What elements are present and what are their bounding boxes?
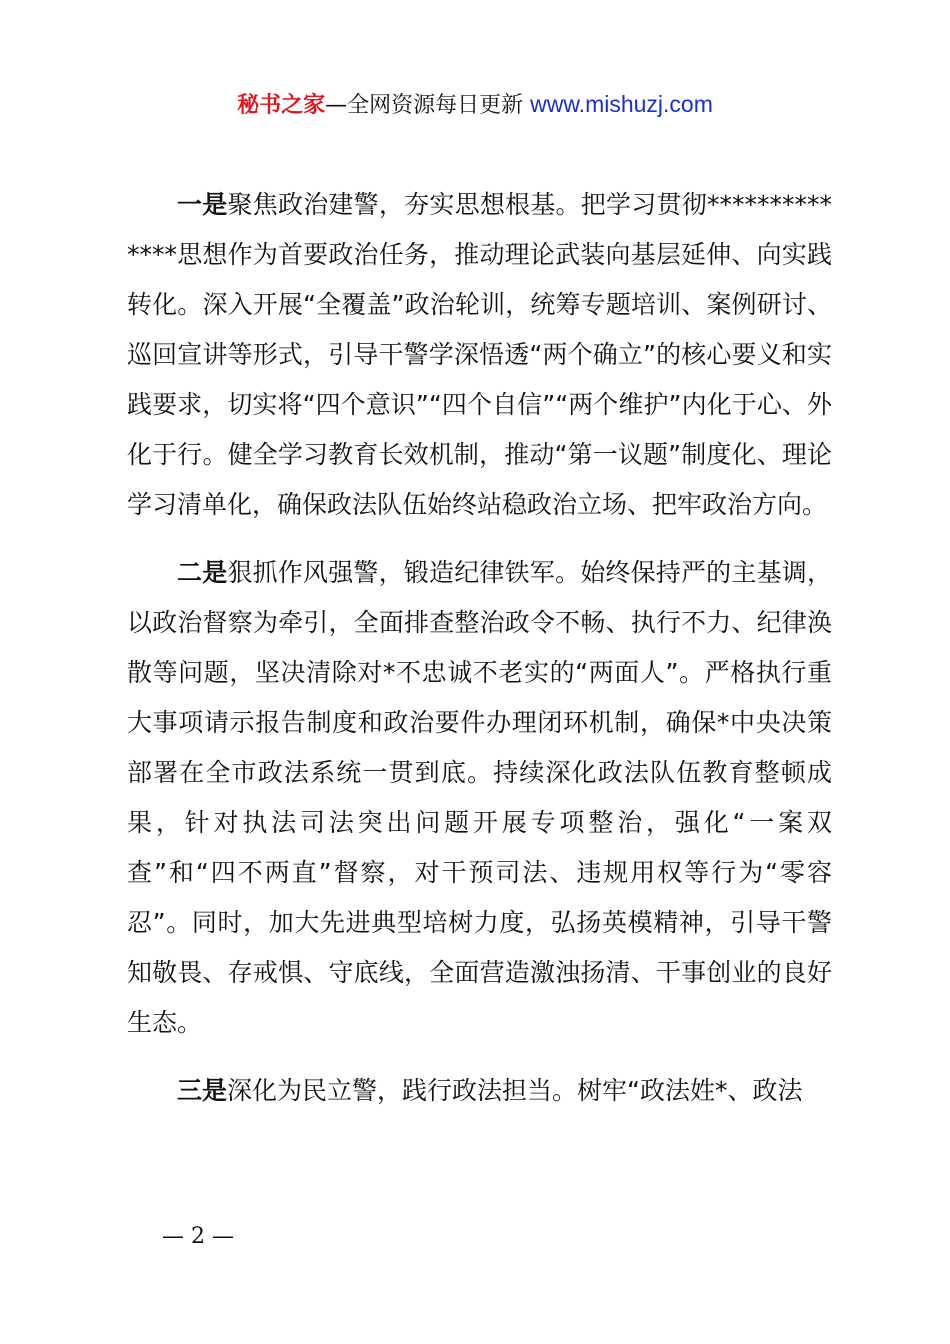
site-header xyxy=(0,86,950,124)
paragraph-3-text: 深化为民立警，践行政法担当。树牢“政法姓*、政法 xyxy=(227,1076,803,1105)
header-tagline: —全网资源每日更新 xyxy=(325,93,531,118)
document-body xyxy=(127,180,832,1134)
brand-name: 秘书之家 xyxy=(237,93,326,118)
paragraph-3 xyxy=(127,1066,832,1116)
paragraph-1 xyxy=(127,180,832,530)
paragraph-3-lead: 三是 xyxy=(177,1076,228,1105)
site-url-link[interactable]: www.mishuzj.com xyxy=(530,91,713,117)
page-number: — 2 — xyxy=(162,1224,234,1249)
paragraph-2 xyxy=(127,548,832,1048)
paragraph-2-text: 狠抓作风强警，锻造纪律铁军。始终保持严的主基调，以政治督察为牵引，全面排查整治政令不畅、执行不力、纪律涣散等问题，坚决清除对*不忠诚不老实的“两面人”。严格执行重大事项请示报告制度和政治要件办理闭环机制，确保*中央决策部署在全市政法系统一贯到底。持续深化政法队伍教育整顿成果，针对执法司法突出问题开展专项整治，强化“一案双查”和“四不两直”督察，对干预司法、违规用权等行为“零容忍”。同时，加大先进典型培树力度，弘扬英模精神，引导干警知敬畏、存戒惧、守底线，全面营造激浊扬清、干事创业的良好生态。 xyxy=(127,558,832,1037)
paragraph-1-lead: 一是 xyxy=(177,190,228,219)
paragraph-1-text: 聚焦政治建警，夯实思想根基。把学习贯彻**************思想作为首要政治任务，推动理论武装向基层延伸、向实践转化。深入开展“全覆盖”政治轮训，统筹专题培训、案例研讨、巡回宣讲等形式，引导干警学深悟透“两个确立”的核心要义和实践要求，切实将“四个意识”“四个自信”“两个维护”内化于心、外化于行。健全学习教育长效机制，推动“第一议题”制度化、理论学习清单化，确保政法队伍始终站稳政治立场、把牢政治方向。 xyxy=(127,190,832,519)
paragraph-2-lead: 二是 xyxy=(177,558,228,587)
